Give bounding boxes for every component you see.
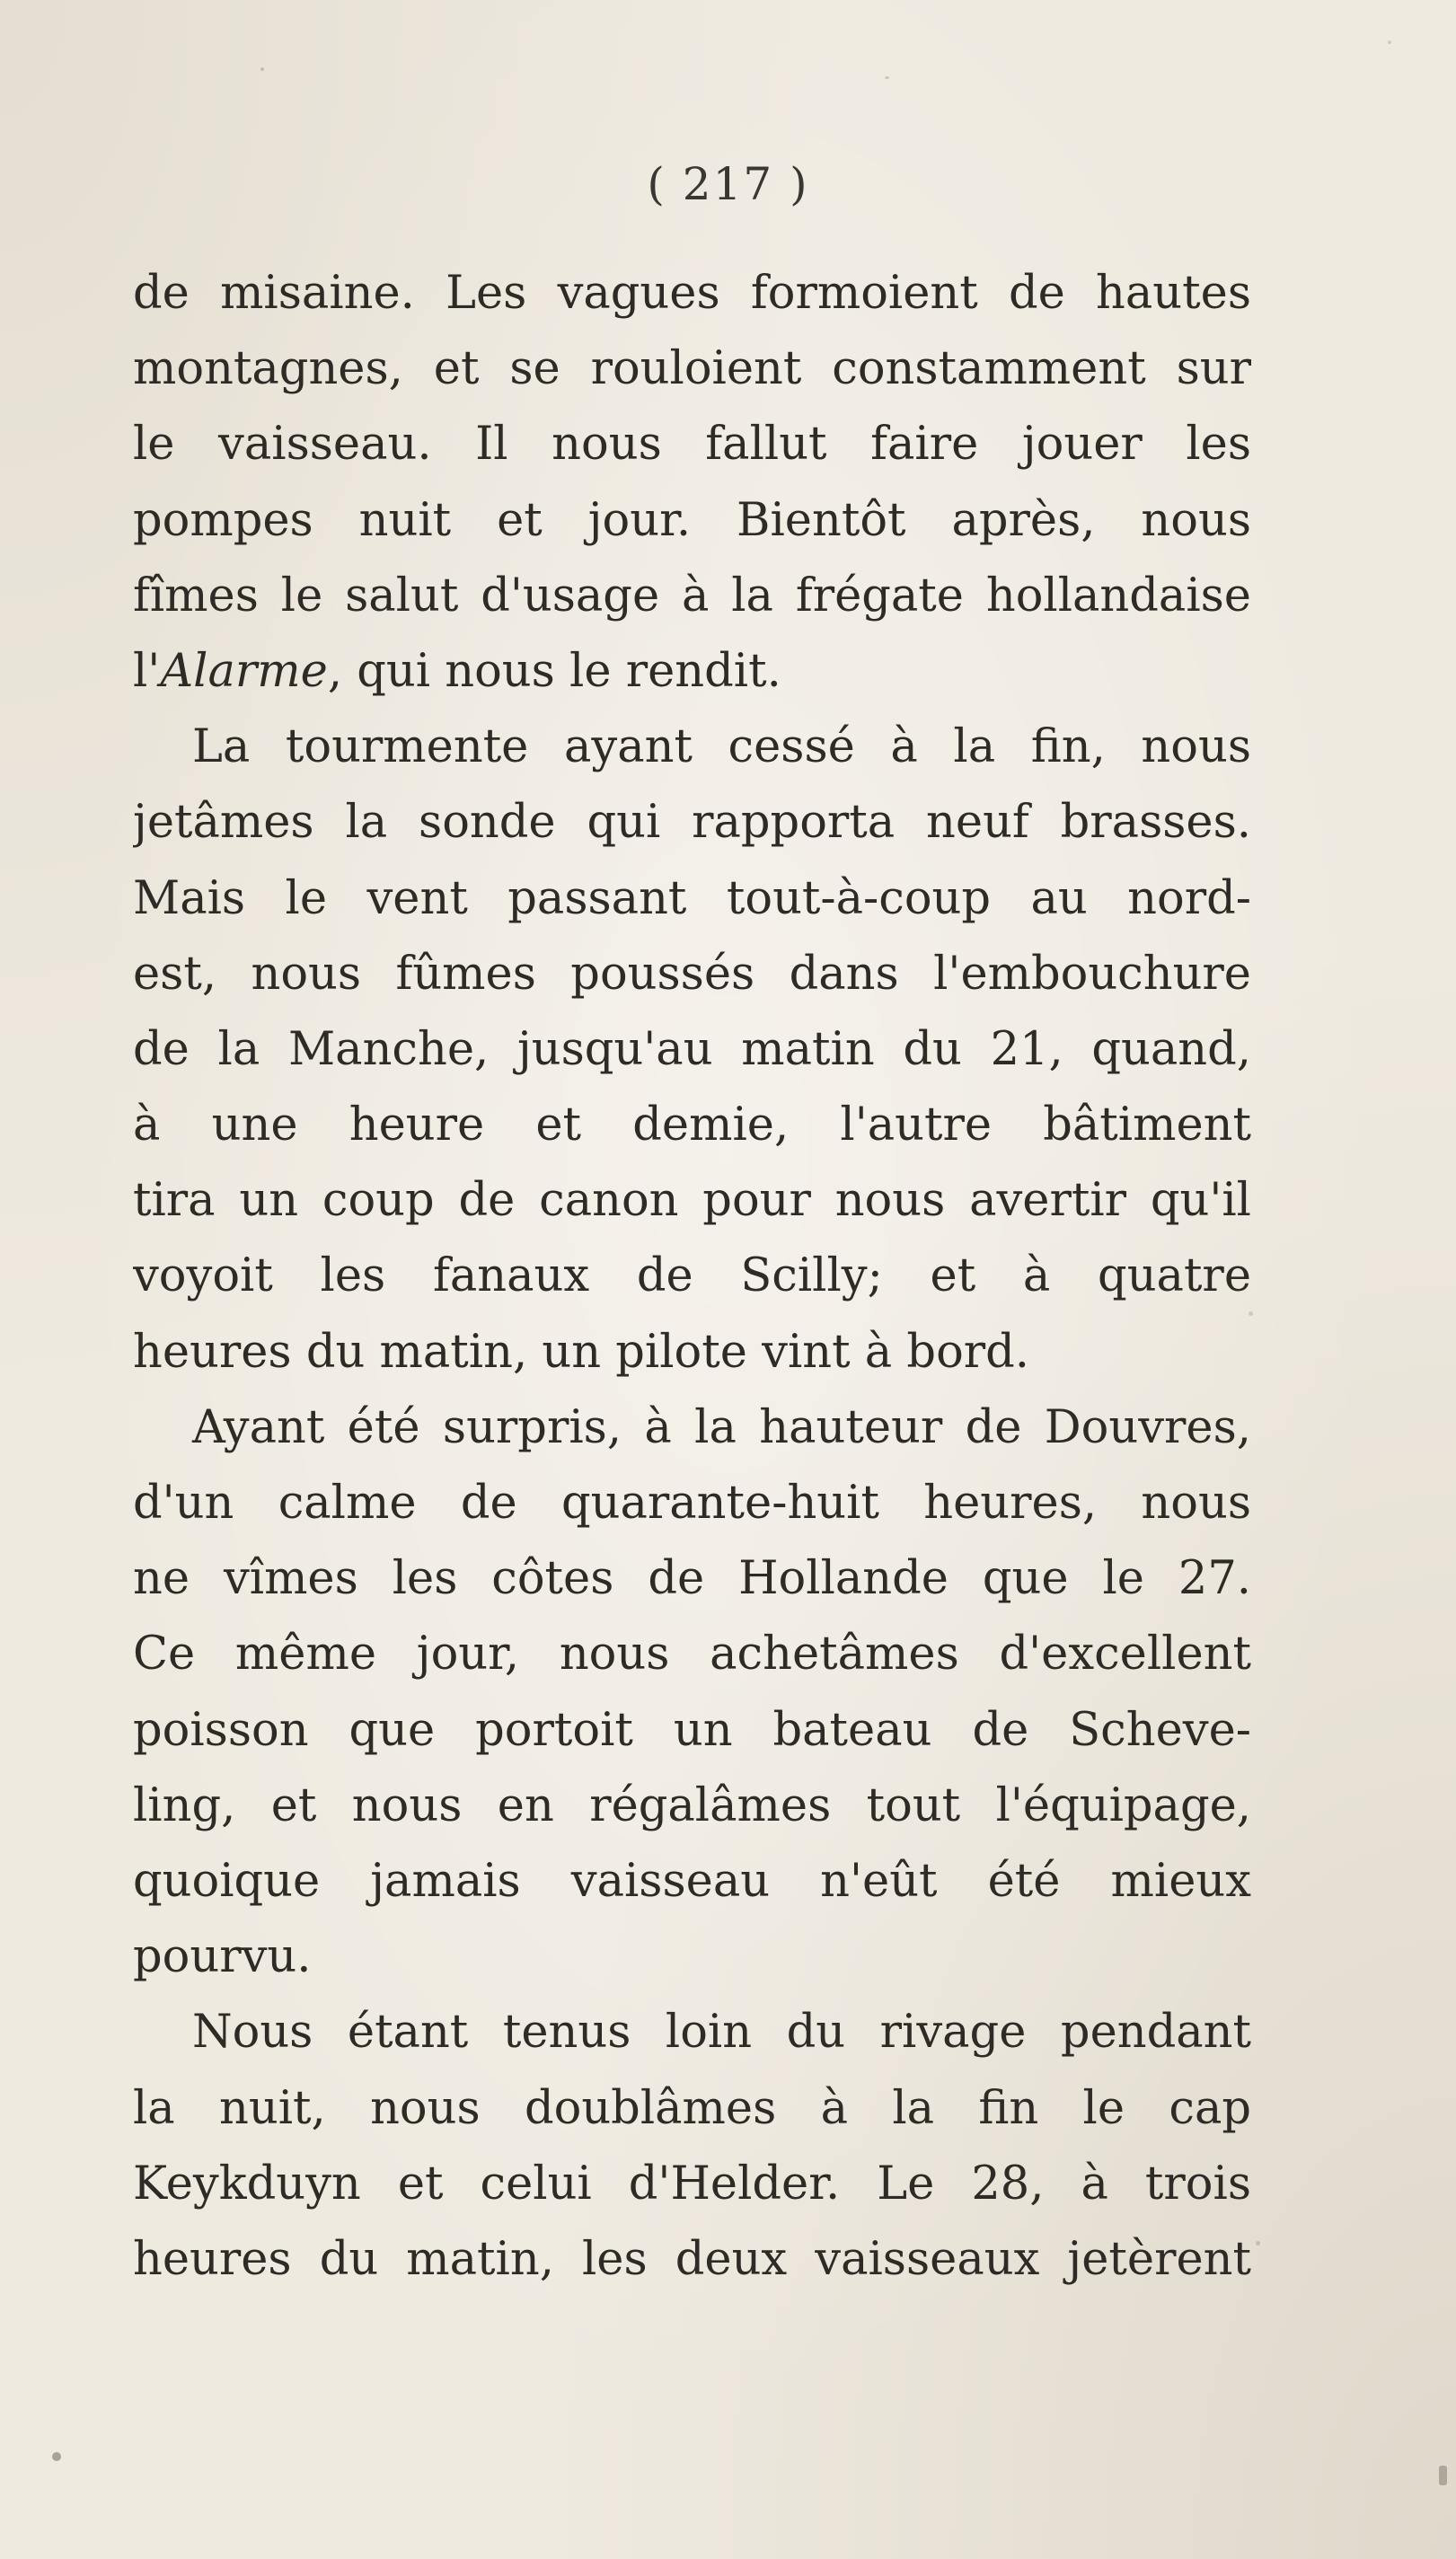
text-line (133, 634, 1251, 710)
text-line: Mais le vent passant tout-à-coup au nord- (133, 871, 1251, 925)
paper-speck (52, 2452, 61, 2461)
paper-speck (1388, 40, 1391, 44)
text-line: heures du matin, un pilote vint à bord. (133, 1325, 1030, 1379)
body-text (133, 256, 1251, 2298)
paper-speck (1439, 2466, 1447, 2485)
page-number: ( 217 ) (647, 158, 809, 210)
paper-speck (885, 76, 889, 79)
text-line: ne vîmes les côtes de Hollande que le 27. (133, 1552, 1251, 1606)
text-line: Ayant été surpris, à la hauteur de Douvres, (192, 1400, 1251, 1454)
text-line: ling, et nous en régalâmes tout l'équipage, (133, 1778, 1251, 1832)
text-line: tira un coup de canon pour nous avertir qu'il (133, 1174, 1251, 1228)
text-line: est, nous fûmes poussés dans l'embouchure (133, 947, 1251, 1001)
text-line: La tourmente ayant cessé à la fin, nous (192, 720, 1251, 774)
text-line: fîmes le salut d'usage à la frégate hollandaise (133, 569, 1251, 622)
text-fragment: , qui nous le rendit. (327, 644, 781, 698)
text-line: voyoit les fanaux de Scilly; et à quatre (133, 1249, 1251, 1303)
text-fragment: l' (133, 644, 161, 698)
text-line: la nuit, nous doublâmes à la fin le cap (133, 2081, 1251, 2135)
text-line: heures du matin, les deux vaisseaux jetèrent (133, 2232, 1251, 2286)
text-line: Nous étant tenus loin du rivage pendant (192, 2006, 1251, 2060)
text-line: Keykduyn et celui d'Helder. Le 28, à trois (133, 2157, 1251, 2210)
text-line: de la Manche, jusqu'au matin du 21, quand, (133, 1022, 1251, 1076)
text-line: de misaine. Les vagues formoient de hautes (133, 267, 1251, 320)
text-line: pourvu. (133, 1930, 312, 1984)
text-line: pompes nuit et jour. Bientôt après, nous (133, 493, 1251, 547)
text-line: quoique jamais vaisseau n'eût été mieux (133, 1854, 1251, 1908)
text-line: poisson que portoit un bateau de Scheve- (133, 1703, 1251, 1757)
text-line: à une heure et demie, l'autre bâtiment (133, 1099, 1251, 1152)
text-line: jetâmes la sonde qui rapporta neuf brasses. (133, 796, 1251, 850)
text-line: Ce même jour, nous achetâmes d'excellent (133, 1628, 1251, 1681)
ship-name: Alarme (160, 644, 328, 698)
paper-speck (1256, 2241, 1260, 2246)
paper-speck (260, 67, 264, 71)
paper-speck (1249, 1311, 1253, 1316)
text-line: d'un calme de quarante-huit heures, nous (133, 1477, 1251, 1530)
text-line: montagnes, et se rouloient constamment sur (133, 342, 1251, 396)
text-line: le vaisseau. Il nous fallut faire jouer les (133, 418, 1251, 472)
